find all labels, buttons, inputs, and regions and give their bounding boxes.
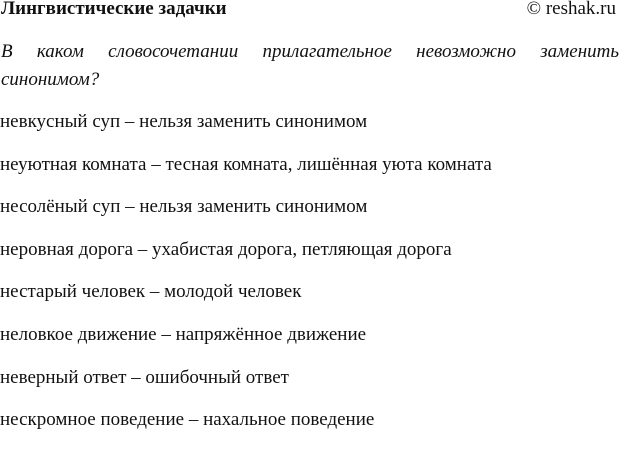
answer-line: неровная дорога – ухабистая дорога, петляющая дорога [0, 238, 452, 260]
page-title: Лингвистические задачки [1, 0, 227, 19]
answer-line: неверный ответ – ошибочный ответ [0, 366, 289, 388]
source-watermark: © reshak.ru [526, 0, 616, 19]
answer-line: невкусный суп – нельзя заменить синонимом [0, 111, 368, 132]
question-text: В каком словосочетании прилагательное невозможно заменить синонимом? [1, 41, 619, 90]
answer-line: нестарый человек – молодой человек [0, 281, 302, 303]
answer-line: неуютная комната – тесная комната, лишённая уюта комната [0, 153, 492, 175]
answer-list [0, 108, 492, 449]
page-header [0, 0, 624, 22]
answer-line: нескромное поведение – нахальное поведение [0, 409, 375, 431]
answer-line: неловкое движение – напряжённое движение [0, 323, 367, 345]
answer-line: несолёный суп – нельзя заменить синонимом [0, 196, 368, 218]
